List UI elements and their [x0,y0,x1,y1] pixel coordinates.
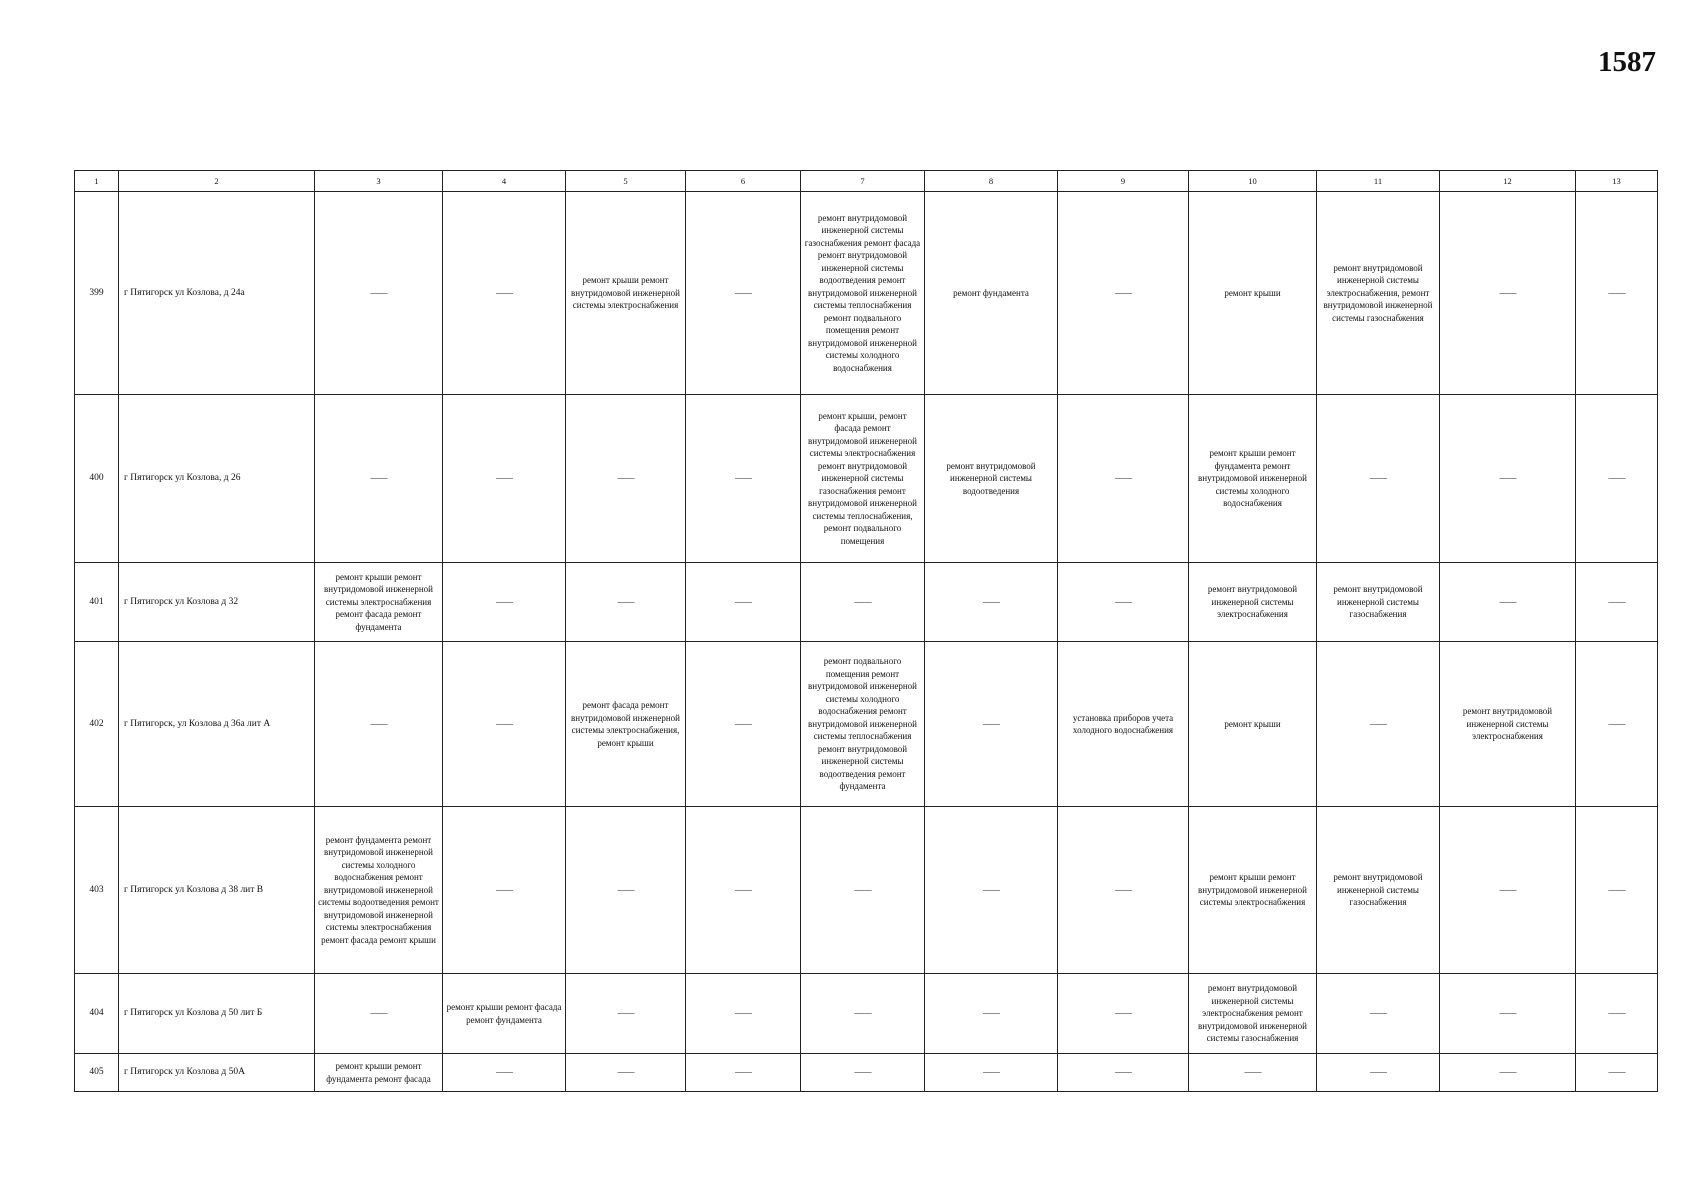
address-cell: г Пятигорск ул Козлова д 32 [119,563,315,642]
column-header: 7 [801,171,925,192]
table-cell: —— [1440,1054,1576,1092]
table-cell: ремонт внутридомовой инженерной системы электроснабжения [1440,642,1576,807]
table-cell: ремонт крыши [1189,192,1317,395]
table-cell: —— [1317,1054,1440,1092]
row-number: 399 [75,192,119,395]
table-cell: —— [1058,395,1189,563]
table-cell: ремонт крыши, ремонт фасада ремонт внутридомовой инженерной системы электроснабжения ремонт внутридомовой инженерной системы газоснабжения ремонт внутридомовой инженерной системы теплоснабжения, ремонт подвального помещения [801,395,925,563]
table-cell: —— [566,563,686,642]
table-cell: —— [1058,807,1189,974]
table-cell: ремонт внутридомовой инженерной системы газоснабжения [1317,563,1440,642]
table-cell: установка приборов учета холодного водоснабжения [1058,642,1189,807]
table-cell: —— [1576,395,1658,563]
table-cell: —— [1189,1054,1317,1092]
table-cell: —— [1317,974,1440,1054]
table-row [75,974,1658,1054]
column-header: 6 [686,171,801,192]
column-header: 1 [75,171,119,192]
table-row [75,642,1658,807]
table-cell: ремонт крыши ремонт внутридомовой инженерной системы электроснабжения [566,192,686,395]
address-cell: г Пятигорск ул Козлова, д 26 [119,395,315,563]
table-cell: —— [925,1054,1058,1092]
table-cell: ремонт крыши ремонт фундамента ремонт внутридомовой инженерной системы холодного водоснабжения [1189,395,1317,563]
table-cell: —— [566,395,686,563]
table-cell: ремонт крыши [1189,642,1317,807]
table-cell: —— [1058,192,1189,395]
table-cell: —— [925,563,1058,642]
table-cell: —— [801,807,925,974]
row-number: 405 [75,1054,119,1092]
column-header: 8 [925,171,1058,192]
address-cell: г Пятигорск ул Козлова, д 24а [119,192,315,395]
table-cell: —— [315,642,443,807]
column-header: 3 [315,171,443,192]
row-number: 401 [75,563,119,642]
table-cell: —— [1317,642,1440,807]
table-cell: —— [686,807,801,974]
table-cell: —— [1440,395,1576,563]
table-cell: —— [801,974,925,1054]
table-cell: —— [1440,807,1576,974]
table-cell: —— [443,1054,566,1092]
table-cell: ремонт внутридомовой инженерной системы газоснабжения [1317,807,1440,974]
table-cell: —— [925,807,1058,974]
table-cell: —— [1440,974,1576,1054]
table-cell: —— [686,974,801,1054]
table-cell: ремонт фундамента ремонт внутридомовой инженерной системы холодного водоснабжения ремонт внутридомовой инженерной системы водоотведения ремонт внутридомовой инженерной системы электроснабжения ремонт фасада ремонт крыши [315,807,443,974]
row-number: 402 [75,642,119,807]
table-cell: —— [801,1054,925,1092]
table-cell: —— [1058,974,1189,1054]
column-header: 2 [119,171,315,192]
column-number-row [75,171,1658,192]
table-cell: ремонт фасада ремонт внутридомовой инженерной системы электроснабжения, ремонт крыши [566,642,686,807]
table-cell: ремонт внутридомовой инженерной системы электроснабжения [1189,563,1317,642]
address-cell: г Пятигорск ул Козлова д 50 лит Б [119,974,315,1054]
column-header: 5 [566,171,686,192]
table-row [75,563,1658,642]
table-row [75,807,1658,974]
table-cell: —— [1576,642,1658,807]
table-cell: ремонт внутридомовой инженерной системы электроснабжения ремонт внутридомовой инженерной системы газоснабжения [1189,974,1317,1054]
table-cell: —— [925,642,1058,807]
table-cell: —— [686,192,801,395]
table-cell: —— [1058,1054,1189,1092]
table-cell: ремонт крыши ремонт фундамента ремонт фасада [315,1054,443,1092]
table-cell: —— [1440,192,1576,395]
address-cell: г Пятигорск ул Козлова д 50А [119,1054,315,1092]
table-cell: —— [1576,1054,1658,1092]
column-header: 12 [1440,171,1576,192]
table-cell: ремонт внутридомовой инженерной системы газоснабжения ремонт фасада ремонт внутридомовой инженерной системы водоотведения ремонт внутридомовой инженерной системы теплоснабжения ремонт подвального помещения ремонт внутридомовой инженерной системы холодного водоснабжения [801,192,925,395]
table-cell: —— [443,395,566,563]
table-cell: —— [925,974,1058,1054]
table-row [75,192,1658,395]
table-cell: —— [1576,807,1658,974]
address-cell: г Пятигорск, ул Козлова д 36а лит А [119,642,315,807]
page-number: 1587 [1598,46,1656,78]
column-header: 11 [1317,171,1440,192]
table-cell: ремонт внутридомовой инженерной системы электроснабжения, ремонт внутридомовой инженерной системы газоснабжения [1317,192,1440,395]
table-cell: —— [566,1054,686,1092]
table-cell: —— [566,974,686,1054]
table-row [75,1054,1658,1092]
table-cell: —— [443,642,566,807]
table-cell: —— [1317,395,1440,563]
table-cell: ремонт фундамента [925,192,1058,395]
row-number: 400 [75,395,119,563]
table-cell: —— [686,563,801,642]
table-cell: —— [1058,563,1189,642]
table-cell: —— [686,1054,801,1092]
table-cell: —— [443,563,566,642]
table-cell: —— [686,642,801,807]
table-cell: ремонт крыши ремонт внутридомовой инженерной системы электроснабжения [1189,807,1317,974]
table-cell: ремонт внутридомовой инженерной системы водоотведения [925,395,1058,563]
table-cell: —— [443,192,566,395]
table-cell: —— [1576,974,1658,1054]
table-row [75,395,1658,563]
table-cell: —— [315,974,443,1054]
table-cell: —— [1576,192,1658,395]
table-cell: —— [686,395,801,563]
table-cell: —— [1440,563,1576,642]
table-cell: —— [443,807,566,974]
column-header: 9 [1058,171,1189,192]
column-header: 10 [1189,171,1317,192]
repair-schedule-table [74,170,1658,1092]
table-cell: ремонт крыши ремонт фасада ремонт фундамента [443,974,566,1054]
column-header: 13 [1576,171,1658,192]
table-cell: —— [315,192,443,395]
table-cell: —— [801,563,925,642]
row-number: 403 [75,807,119,974]
table-cell: —— [566,807,686,974]
table-cell: ремонт подвального помещения ремонт внутридомовой инженерной системы холодного водоснабжения ремонт внутридомовой инженерной системы теплоснабжения ремонт внутридомовой инженерной системы водоотведения ремонт фундамента [801,642,925,807]
table-cell: ремонт крыши ремонт внутридомовой инженерной системы электроснабжения ремонт фасада ремонт фундамента [315,563,443,642]
row-number: 404 [75,974,119,1054]
table-cell: —— [1576,563,1658,642]
column-header: 4 [443,171,566,192]
address-cell: г Пятигорск ул Козлова д 38 лит В [119,807,315,974]
table-cell: —— [315,395,443,563]
